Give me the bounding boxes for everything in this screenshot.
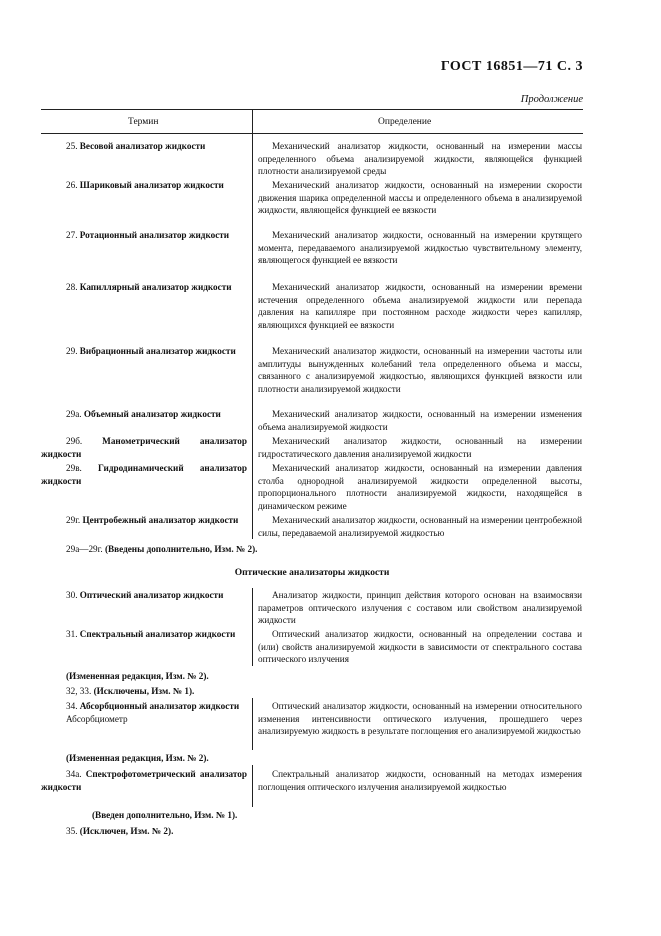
table-row-definition: Оптический анализатор жидкости, основанный на измерении относительного изменения интенсивности оптического излучения, прошедшего через анализируемую жидкость в результате поглощения его анализируемой жидкостью [258,701,582,736]
column-header-definition: Определение [378,117,432,127]
term-synonym: Абсорбциометр [66,713,128,724]
header-divider [252,110,253,133]
table-row-term: 34а. Спектрофотометрический анализатор жидкости [41,769,247,792]
table-row-definition: Спектральный анализатор жидкости, основанный на методах измерения поглощения оптического излучения анализируемой жидкостью [258,769,582,792]
table-row-definition: Анализатор жидкости, принцип действия которого основан на взаимосвязи параметров оптического излучения с составом или свойством анализируемой жидкости [258,590,582,625]
table-row-term: 26. Шариковый анализатор жидкости [66,180,224,190]
table-row-term: 29. Вибрационный анализатор жидкости [66,346,236,356]
table-row-term: 34. Абсорбционный анализатор жидкости Абсорбциометр [66,701,240,724]
amendment-note: 29а—29г. (Введены дополнительно, Изм. № 2). [66,544,258,554]
page-header: ГОСТ 16851—71 С. 3 [440,59,583,74]
table-row-definition: Механический анализатор жидкости, основанный на измерении изменения объема анализируемой жидкости [258,409,582,432]
column-divider [252,698,253,750]
column-divider [252,588,253,666]
table-row-definition: Оптический анализатор жидкости, основанный на определении состава и (или) свойств анализируемой жидкости в зависимости от спектрального состава оптического излучения [258,629,582,664]
table-row-term: 25. Весовой анализатор жидкости [66,141,206,151]
table-top-rule [41,109,583,110]
amendment-note: (Измененная редакция, Изм. № 2). [66,671,209,681]
continuation-label: Продолжение [520,94,583,105]
table-row-definition: Механический анализатор жидкости, основанный на измерении крутящего момента, передаваемого анализируемой жидкостью чувствительному элементу, являющегося функцией ее вязкости [258,230,582,265]
table-header-rule [41,133,583,134]
table-row-term: 29а. Объемный анализатор жидкости [66,409,221,419]
table-row-definition: Механический анализатор жидкости, основанный на измерении центробежной силы, передаваемой анализируемой жидкостью [258,515,582,538]
table-row-definition: Механический анализатор жидкости, основанный на измерении скорости движения шарика определенной массы и определенного объема в анализируемой жидкости, являющейся функцией ее вязкости [258,180,582,215]
column-header-term: Термин [128,117,159,127]
table-row-term: 31. Спектральный анализатор жидкости [66,629,236,639]
table-row-definition: Механический анализатор жидкости, основанный на измерении времени истечения определенного объема анализируемой жидкости или перепада давления на капилляре при постоянном расходе жидкости через капилляр, являющихся функцией ее вязкости [258,282,582,330]
amendment-note: 35. (Исключен, Изм. № 2). [66,826,174,836]
table-row-definition: Механический анализатор жидкости, основанный на измерении массы определенного объема анализируемой жидкости, являющейся функцией плотности анализируемой среды [258,141,582,176]
table-row-definition: Механический анализатор жидкости, основанный на измерении гидростатического давления анализируемой жидкости [258,436,582,459]
amendment-note: 32, 33. (Исключены, Изм. № 1). [66,686,195,696]
table-row-term: 30. Оптический анализатор жидкости [66,590,224,600]
column-divider [252,134,253,539]
table-row-definition: Механический анализатор жидкости, основанный на измерении давления столба однородной анализируемой жидкости определенной высоты, пропорционального плотности анализируемой жидкости, находящейся в динамическом режиме [258,463,582,511]
amendment-note: (Измененная редакция, Изм. № 2). [66,753,209,763]
section-title: Оптические анализаторы жидкости [234,568,390,578]
table-row-term: 27. Ротационный анализатор жидкости [66,230,230,240]
table-row-definition: Механический анализатор жидкости, основанный на измерении частоты или амплитуды вынужденных колебаний тела определенного объема и массы, связанного с анализируемой жидкостью, являющихся функцией вязкости или плотности анализируемой жидкости [258,346,582,394]
table-row-term: 29б. Манометрический анализатор жидкости [41,436,247,459]
table-row-term: 29в. Гидродинамический анализатор жидкости [41,463,247,486]
table-row-term: 28. Капиллярный анализатор жидкости [66,282,232,292]
amendment-note: (Введен дополнительно, Изм. № 1). [92,810,238,820]
column-divider [252,765,253,807]
table-row-term: 29г. Центробежный анализатор жидкости [66,515,239,525]
